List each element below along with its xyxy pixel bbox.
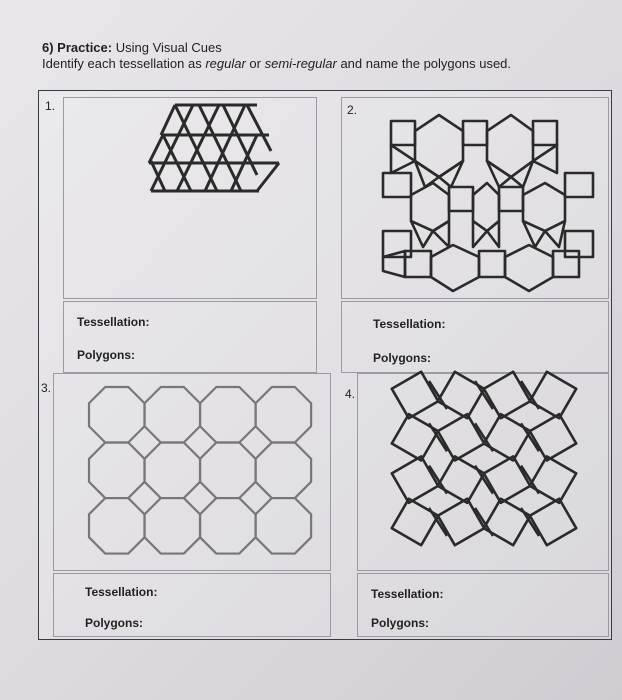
practice-title: 6) Practice: <box>42 40 113 55</box>
square-tile <box>392 499 438 546</box>
square-tile <box>438 414 484 460</box>
square-tile <box>392 456 438 503</box>
square-tile <box>484 499 530 546</box>
practice-subtitle: Using Visual Cues <box>115 40 222 55</box>
square-triangle-tessellation-figure <box>39 91 611 639</box>
square-tile <box>530 499 576 546</box>
square-tile <box>438 372 484 418</box>
problem-3-polygons-label: Polygons: <box>85 616 144 630</box>
problem-4-polygons-label: Polygons: <box>371 616 430 630</box>
square-tile <box>530 414 576 460</box>
problem-3-tessellation-label: Tessellation: <box>85 585 158 599</box>
square-tile <box>438 499 484 546</box>
worksheet-table <box>38 90 612 640</box>
square-tile <box>392 414 438 460</box>
square-tile <box>484 372 530 418</box>
problem-2-number: 2. <box>347 103 358 117</box>
problem-4-number: 4. <box>345 387 356 401</box>
square-tile <box>484 414 530 460</box>
problem-1-tessellation-label: Tessellation: <box>77 315 150 329</box>
square-tile <box>438 456 484 503</box>
problem-2-tessellation-label: Tessellation: <box>373 317 446 331</box>
problem-3-number: 3. <box>41 381 52 395</box>
problem-1-number: 1. <box>45 99 56 113</box>
square-tile <box>484 456 530 503</box>
square-tile <box>392 372 438 418</box>
problem-2-polygons-label: Polygons: <box>373 351 432 365</box>
problem-1-polygons-label: Polygons: <box>77 348 136 362</box>
worksheet-heading <box>42 40 511 72</box>
problem-4-tessellation-label: Tessellation: <box>371 587 444 601</box>
square-tile <box>530 456 576 503</box>
square-tile <box>530 372 576 418</box>
instructions: Identify each tessellation as regular or semi-regular and name the polygons used. <box>42 56 512 71</box>
